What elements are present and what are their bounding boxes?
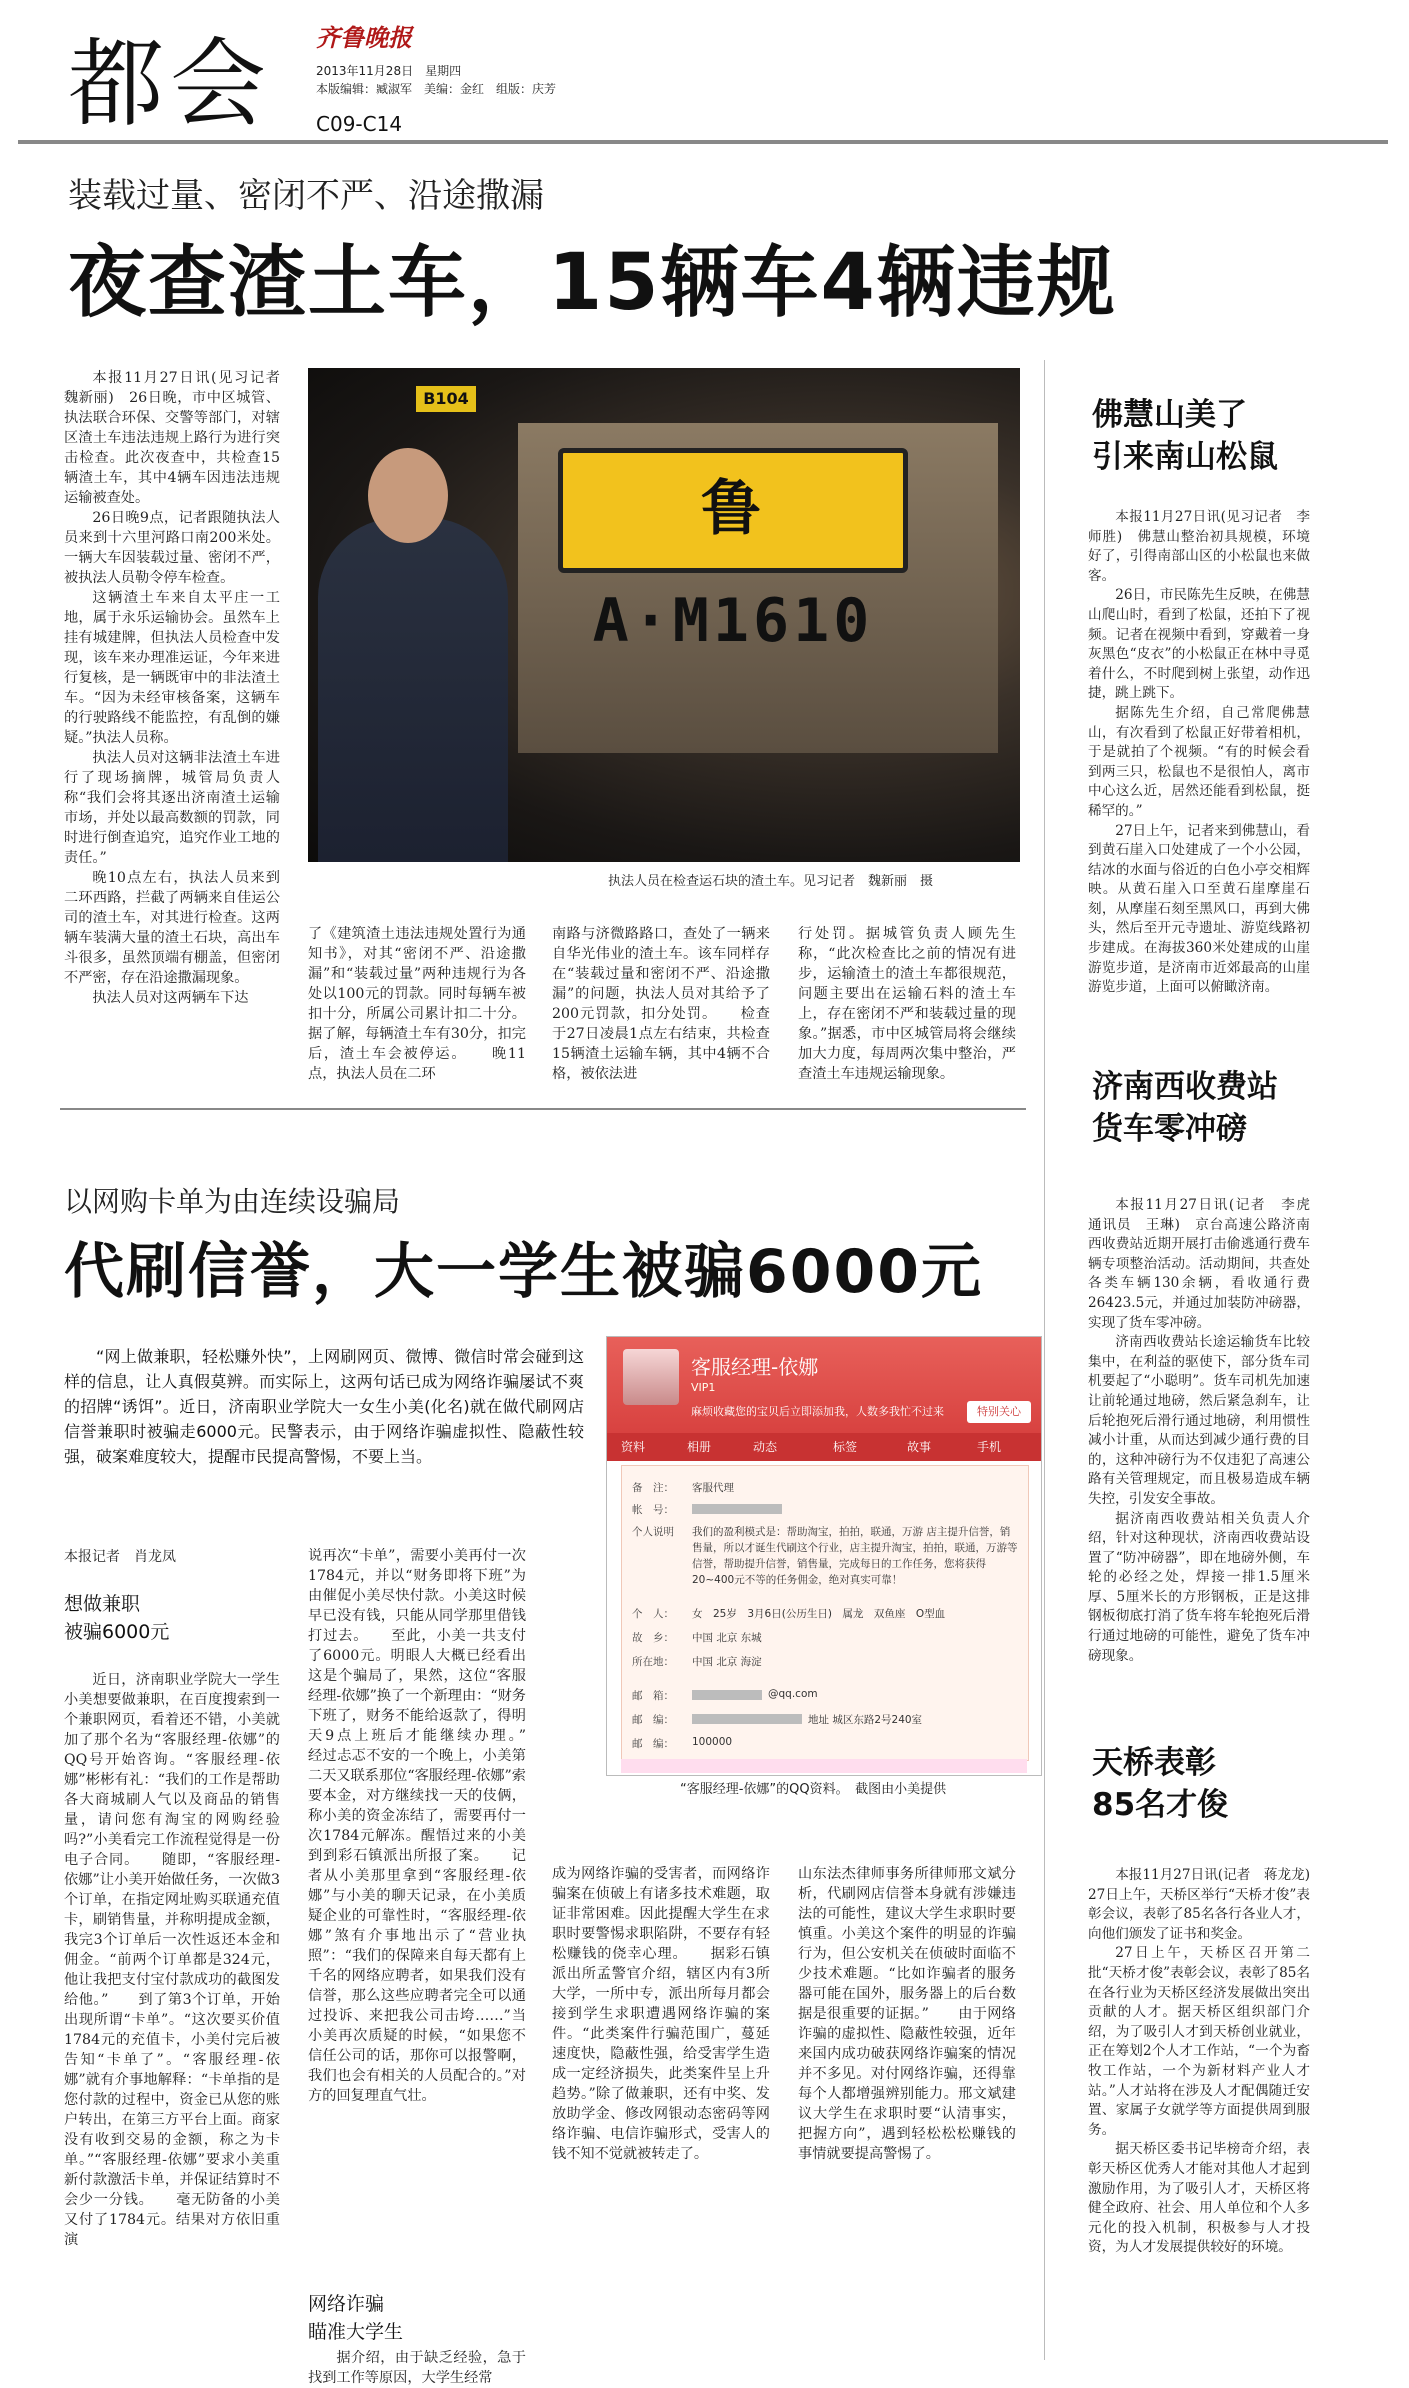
story1-col1: 本报11月27日讯(见习记者 魏新丽) 26日晚，市中区城管、执法联合环保、交警等部门，对辖区渣土车违法违规上路行为进行突击检查。此次夜查中，共检查15辆渣土车，其中4辆车因违法违规运输被查处。 26日晚9点，记者跟随执法人员来到十六里河路口南200米处。一辆大车因装载过量、密闭不严，被执法人员勒令停车检查。 这辆渣土车来自太平庄一工地，属于永乐运输协会。虽然车上挂有城建牌，但执法人员检查中发现，该车来办理准运证，今年来进行复核，是一辆既审中的非法渣土车。“因为未经审核备案，这辆车的行驶路线不能监控，有乱倒的嫌疑。”执法人员称。 执法人员对这辆非法渣土车进行了现场摘牌，城管局负责人称“我们会将其逐出济南渣土运输市场，并处以最高数额的罚款，同时进行倒查追究，追究作业工地的责任。” 晚10点左右，执法人员来到二环西路，拦截了两辆来自佳运公司的渣土车，对其进行检查。这两辆车装满大量的渣土石块，高出车斗很多，虽然顶端有棚盖，但密闭不严密，存在沿途撒漏现象。 执法人员对这两辆车下达	[64, 370, 295, 1006]
newspaper-logo: 齐鲁晚报	[316, 23, 412, 52]
value-person: 女 25岁 3月6日(公历生日) 属龙 双鱼座 O型血	[692, 1608, 946, 1620]
story2-byline: 本报记者 肖龙凤	[64, 1549, 176, 1565]
tab-story[interactable]: 故事	[907, 1440, 932, 1454]
story2-kicker: 以网购卡单为由连续设骗局	[64, 1185, 401, 1218]
value-email: @qq.com	[768, 1688, 818, 1700]
qq-profile-screenshot	[606, 1336, 1042, 1776]
qq-signature: 麻烦收藏您的宝贝后立即添加我，人数多我忙不过来	[691, 1405, 944, 1418]
tab-feed[interactable]: 动态	[753, 1440, 778, 1454]
story2-colB: 说再次“卡单”，需要小美再付一次1784元，并以“财务即将下班”为由催促小美尽快付款。小美这时候早已没有钱，只能从同学那里借钱打过去。 至此，小美一共支付了6000元。明眼人大概已经看出这是个骗局了，果然，这位“客服经理-依娜”换了一个新理由：“财务下班了，财务不能给返款了，得明天9点上班后才能继续办理。” 经过忐忑不安的一个晚上，小美第二天又联系那位“客服经理-依娜”索要本金，对方继续找一天的伎俩，称小美的资金冻结了，需要再付一次1784元解冻。醒悟过来的小美到到彩石镇派出所报了案。 记者从小美那里拿到“客服经理-依娜”与小美的聊天记录，在小美质疑企业的可靠性时，“客服经理-依娜”煞有介事地出示了“营业执照”：“我们的保障来自每天都有上千名的网络应聘者，如果我们没有信誉，那么这些应聘者完全可以通过投诉、来把我公司击垮……”当小美再次质疑的时候，“如果您不信任公司的话，那你可以报警啊，我们也会有相关的人员配合的。”对方的回复理直气壮。	[308, 1548, 555, 2104]
story1-kicker: 装载过量、密闭不严、沿途撒漏	[68, 176, 544, 216]
blurred-email	[692, 1690, 762, 1700]
tab-mobile[interactable]: 手机	[977, 1440, 1002, 1454]
qq-info-panel	[621, 1465, 1029, 1761]
story2-subhead2: 网络诈骗 瞄准大学生	[308, 2293, 404, 2343]
tab-tags[interactable]: 标签	[833, 1440, 858, 1454]
blurred-address	[692, 1714, 802, 1724]
side1-body: 本报11月27日讯(见习记者 李师胜) 佛慧山整治初具规模，环境好了，引得南部山区的小松鼠也来做客。 26日，市民陈先生反映，在佛慧山爬山时，看到了松鼠，还拍下了视频。记者在视频中看到，穿戴着一身灰黑色“皮衣”的小松鼠正在林中寻觅着什么，不时爬到树上张望，动作迅捷，跳上跳下。 据陈先生介绍，自己常爬佛慧山，有次看到了松鼠正好带着相机，于是就拍了个视频。“有的时候会看到两三只，松鼠也不是很怕人，离市中心这么近，居然还能看到松鼠，挺稀罕的。” 27日上午，记者来到佛慧山，看到黄石崖入口处建成了一个小公园，结冰的水面与俗近的白色小亭交相辉映。从黄石崖入口至黄石崖摩崖石刻，从摩崖石刻至黑风口，再到大佛头，然后至开元寺遗址、游览线路初步建成。在海拔360米处建成的山崖游览步道，是济南市近郊最高的山崖游览步道，上面可以俯瞰济南。	[1088, 509, 1310, 996]
value-desc: 我们的盈利模式是：帮助淘宝，拍拍，联通，万游 店主提升信誉，销售量，所以才诞生代刷这个行业，店主提升淘宝，拍拍，联通，万游等信誉，帮助提升信誉，销售量，完成每日的工作任务，您将获得20~400元不等的任务佣金，绝对真实可靠！	[692, 1526, 1018, 1586]
avatar	[623, 1349, 679, 1405]
vip-badge: VIP1	[691, 1381, 716, 1394]
label-desc: 个人说明	[632, 1526, 674, 1538]
side3-body: 本报11月27日讯(记者 蒋龙龙) 27日上午，天桥区举行“天桥才俊”表彰会议，表彰了85名各行各业人才，向他们颁发了证书和奖金。 27日上午，天桥区召开第二批“天桥才俊”表彰会议，表彰了85名在各行业为天桥区经济发展做出突出贡献的人才。据天桥区组织部门介绍，为了吸引人才到天桥创业就业，正在筹划2个人才工作站，“一个为畜牧工作站，一个为新材料产业人才站。”人才站将在涉及人才配偶随迁安置、家属子女就学等方面提供周到服务。 据天桥区委书记毕榜奇介绍，表彰天桥区优秀人才能对其他人才起到激励作用，为了吸引人才，天桥区将健全政府、社会、用人单位和个人多元化的投入机制，积极参与人才投资，为人才发展提供较好的环境。	[1088, 1867, 1324, 2256]
story1-col4: 行处罚。据城管负责人顾先生称，“此次检查比之前的情况有进步，运输渣土的渣土车都很规范，问题主要出在运输石料的渣土车上，存在密闭不严和装载过量的现象。”据悉，市中区城管局将会继续加大力度，每周两次集中整治，严查渣土车违规运输现象。	[798, 926, 1016, 1082]
follow-button[interactable]: 特别关心	[967, 1401, 1031, 1423]
label-account: 帐 号：	[632, 1504, 674, 1516]
story2-headline: 代刷信誉，大一学生被骗6000元	[64, 1237, 983, 1307]
side2-headline: 济南西收费站 货车零冲磅	[1092, 1069, 1278, 1147]
value-location: 中国 北京 海淀	[692, 1656, 762, 1668]
section-title: 都会	[68, 28, 272, 140]
story1-col2: 了《建筑渣土违法违规处置行为通知书》，对其“密闭不严、沿途撒漏”和“装载过量”两种违规行为各处以100元的罚款。同时每辆车被扣十分，所属公司累计扣二十分。据了解，每辆渣土车有30分，扣完后，渣土车会被停运。 晚11点，执法人员在二环	[308, 926, 526, 1082]
qq-caption: “客服经理-依娜”的QQ资料。 截图由小美提供	[680, 1782, 947, 1797]
story2-subhead1: 想做兼职 被骗6000元	[64, 1593, 170, 1643]
label-location: 所在地：	[632, 1656, 674, 1668]
story-divider	[60, 1108, 1026, 1110]
story1-headline: 夜查渣土车，15辆车4辆违规	[68, 238, 1117, 328]
qq-nickname: 客服经理-依娜	[691, 1355, 819, 1379]
qq-tab-bar	[607, 1433, 1041, 1461]
header-rule	[18, 140, 1388, 144]
officer-head	[368, 448, 448, 543]
issue-date: 2013年11月28日 星期四	[316, 64, 462, 78]
side3-headline: 天桥表彰 85名才俊	[1092, 1745, 1229, 1823]
story1-photo	[308, 368, 1020, 862]
value-hometown: 中国 北京 东城	[692, 1632, 762, 1644]
label-address: 邮 编：	[632, 1714, 674, 1726]
side1-headline: 佛慧山美了 引来南山松鼠	[1092, 397, 1278, 475]
story2-colC: 成为网络诈骗的受害者，而网络诈骗案在侦破上有诸多技术难题，取证非常困难。因此提醒大学生在求职时要警惕求职陷阱，不要存有轻松赚钱的侥幸心理。 据彩石镇派出所孟警官介绍，辖区内有3所大学，一所中专，派出所每月都会接到学生求职遭遇网络诈骗的案件。“此类案件行骗范围广，蔓延速度快，隐蔽性强，给受害学生造成一定经济损失，此类案件呈上升趋势。”除了做兼职，还有中奖、发放助学金、修改网银动态密码等网络诈骗、电信诈骗形式，受害人的钱不知不觉就被转走了。	[552, 1866, 770, 2162]
street-sign: B104	[416, 386, 476, 412]
story2-lead: “网上做兼职，轻松赚外快”，上网刷网页、微博、微信时常会碰到这样的信息，让人真假莫辨。而实际上，这两句话已成为网络诈骗屡试不爽的招牌“诱饵”。近日，济南职业学院大一女生小美(化名)就在做代刷网店信誉兼职时被骗走6000元。民警表示，由于网络诈骗虚拟性、隐蔽性较强，破案难度较大，提醒市民提高警惕，不要上当。	[64, 1347, 584, 1466]
value-address: 地址 城区东路2号240室	[808, 1714, 923, 1726]
story2-colD: 山东法杰律师事务所律师邢文斌分析，代刷网店信誉本身就有涉嫌违法的可能性，建议大学生求职时要慎重。小美这个案件的明显的诈骗行为，但公安机关在侦破时面临不少技术难题。“比如诈骗者的服务器可能在国外，服务器上的后台数据是很重要的证据。” 由于网络诈骗的虚拟性、隐蔽性较强，近年来国内成功破获网络诈骗案的情况并不多见。对付网络诈骗，还得靠每个人都增强辨别能力。邢文斌建议大学生在求职时要“认清事实，把握方向”，遇到轻松松松赚钱的事情就要提高警惕了。	[798, 1866, 1016, 2162]
blurred-account	[692, 1504, 782, 1514]
page-range: C09-C14	[316, 112, 403, 136]
story2-colB2: 据介绍，由于缺乏经验，急于找到工作等原因，大学生经常	[308, 2350, 526, 2386]
officer-figure	[318, 518, 508, 862]
label-email: 邮 箱：	[632, 1690, 674, 1702]
label-person: 个 人：	[632, 1608, 674, 1620]
story2-colA: 近日，济南职业学院大一学生小美想要做兼职，在百度搜索到一个兼职网页，看着还不错，小美就加了那个名为“客服经理-依娜”的QQ号开始咨询。“客服经理-依娜”彬彬有礼：“我们的工作是帮助各大商城刷人气以及商品的销售量，请问您有淘宝的网购经验吗?”小美看完工作流程觉得是一份电子合同。 随即，“客服经理-依娜”让小美开始做任务，一次做3个订单，在指定网址购买联通充值卡，刷销售量，并称明提成金额，我完3个订单后一次性返还本金和佣金。“前两个订单都是324元，他让我把支付宝付款成功的截图发给他。” 到了第3个订单，开始出现所谓“卡单”。“这次要买价值1784元的充值卡，小美付完后被告知“卡单了”。“客服经理-依娜”就有介事地解释：“卡单指的是您付款的过程中，资金已从您的账户转出，在第三方平台上面。商家没有收到交易的金额，称之为卡单。”“客服经理-依娜”要求小美重新付款激活卡单，并保证结算时不会少一分钱。 毫无防备的小美又付了1784元。结果对方依旧重演	[64, 1672, 280, 2248]
column-divider	[1044, 360, 1045, 2360]
label-hometown: 故 乡：	[632, 1632, 674, 1644]
label-remark: 备 注：	[632, 1482, 674, 1494]
tab-album[interactable]: 相册	[687, 1440, 712, 1454]
story1-col3: 南路与济微路路口，查处了一辆来自华光伟业的渣土车。该车同样存在“装载过量和密闭不严、沿途撒漏”的问题，执法人员对其给予了200元罚款，扣分处罚。 检查于27日凌晨1点左右结束，共检查15辆渣土运输车辆，其中4辆不合格，被依法进	[552, 926, 770, 1082]
qq-icon-strip	[621, 1759, 1027, 1773]
tab-profile[interactable]: 资料	[621, 1440, 646, 1454]
photo1-caption: 执法人员在检查运石块的渣土车。见习记者 魏新丽 摄	[608, 874, 934, 889]
value-zip: 100000	[692, 1736, 733, 1748]
side2-body: 本报11月27日讯(记者 李虎 通讯员 王琳) 京台高速公路济南西收费站近期开展打击偷逃通行费车辆专项整治活动。活动期间，共查处各类车辆130余辆，看收通行费26423.5元，并通过加装防冲磅器，实现了货车零冲磅。 济南西收费站长途运输货车比较集中，在利益的驱使下，部分货车司机要起了“小聪明”。货车司机先加速让前轮通过地磅，然后紧急刹车，让后轮抱死后滑行通过地磅，利用惯性减小计重，从而达到减少通行费的目的，这种冲磅行为不仅违犯了高速公路有关管理规定，而且极易造成车辆失控，引发安全事故。 据济南西收费站相关负责人介绍，针对这种现状，济南西收费站设置了“防冲磅器”，即在地磅外侧，车轮的必经之处，焊接一排1.5厘米厚、5厘米长的方形钢板，正是这排钢板彻底打消了货车将车轮抱死后滑行通过地磅的可能性，避免了货车冲磅现象。	[1088, 1197, 1324, 1664]
label-zip: 邮 编：	[632, 1738, 674, 1750]
value-remark: 客服代理	[692, 1482, 734, 1494]
editor-credits: 本版编辑：臧淑军 美编：金红 组版：庆芳	[316, 82, 557, 96]
license-plate: 鲁A·M1610	[558, 448, 908, 573]
